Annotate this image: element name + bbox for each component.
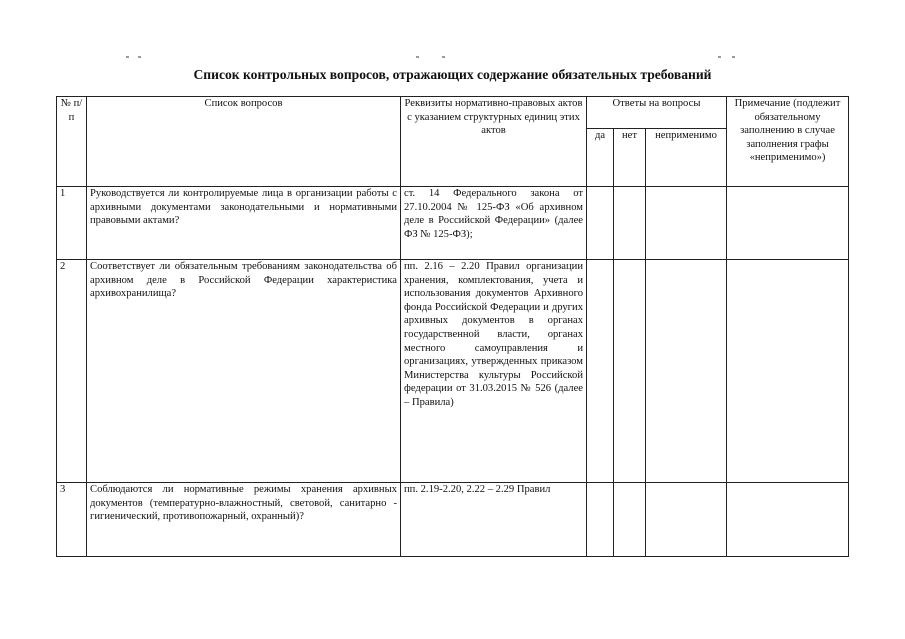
row-requisites: пп. 2.19-2.20, 2.22 – 2.29 Правил [401, 483, 587, 557]
answer-yes-cell[interactable] [587, 260, 614, 483]
answer-na-cell[interactable] [646, 483, 727, 557]
row-question: Руководствуется ли контролируемые лица в организации работы с архивными документами законодательными и нормативными правовыми актами? [87, 187, 401, 260]
table-row [57, 483, 849, 557]
answer-yes-cell[interactable] [587, 187, 614, 260]
answer-no-cell[interactable] [614, 483, 646, 557]
scan-speck [442, 56, 445, 58]
scan-speck [416, 56, 419, 58]
checklist-table [56, 96, 849, 557]
header-num: № п/п [57, 97, 87, 187]
header-note: Примечание (подлежит обязательному заполнению в случае заполнения графы «неприменимо») [727, 97, 849, 187]
answer-na-cell[interactable] [646, 260, 727, 483]
answer-yes-cell[interactable] [587, 483, 614, 557]
row-num: 1 [57, 187, 87, 260]
scan-speck [718, 56, 721, 58]
row-question: Соблюдаются ли нормативные режимы хранения архивных документов (температурно-влажностный, световой, санитарно - гигиенический, противопожарный, охранный)? [87, 483, 401, 557]
answer-no-cell[interactable] [614, 260, 646, 483]
scan-speck [732, 56, 735, 58]
table-row [57, 260, 849, 483]
row-requisites: пп. 2.16 – 2.20 Правил организации хранения, комплектования, учета и использования документов Архивного фонда Российской Федерации и других архивных документов в органах государственной власти, органах местного самоуправления и организациях, утвержденных приказом Министерства культуры Российской федерации от 31.03.2015 № 526 (далее – Правила) [401, 260, 587, 483]
header-no: нет [614, 129, 646, 187]
header-answers: Ответы на вопросы [587, 97, 727, 129]
row-requisites: ст. 14 Федерального закона от 27.10.2004 № 125-ФЗ «Об архивном деле в Российской Федерации» (далее ФЗ № 125-ФЗ); [401, 187, 587, 260]
header-question: Список вопросов [87, 97, 401, 187]
header-na: неприменимо [646, 129, 727, 187]
page-title: Список контрольных вопросов, отражающих содержание обязательных требований [193, 67, 712, 82]
header-requisites: Реквизиты нормативно-правовых актов с указанием структурных единиц этих актов [401, 97, 587, 187]
answer-no-cell[interactable] [614, 187, 646, 260]
header-yes: да [587, 129, 614, 187]
scan-specks [0, 56, 905, 62]
note-cell[interactable] [727, 260, 849, 483]
row-num: 3 [57, 483, 87, 557]
note-cell[interactable] [727, 187, 849, 260]
row-num: 2 [57, 260, 87, 483]
header-row [57, 97, 849, 129]
note-cell[interactable] [727, 483, 849, 557]
answer-na-cell[interactable] [646, 187, 727, 260]
row-question: Соответствует ли обязательным требованиям законодательства об архивном деле в Российской Федерации характеристика архивохранилища? [87, 260, 401, 483]
scan-speck [126, 56, 129, 58]
scan-speck [138, 56, 141, 58]
table-row [57, 187, 849, 260]
